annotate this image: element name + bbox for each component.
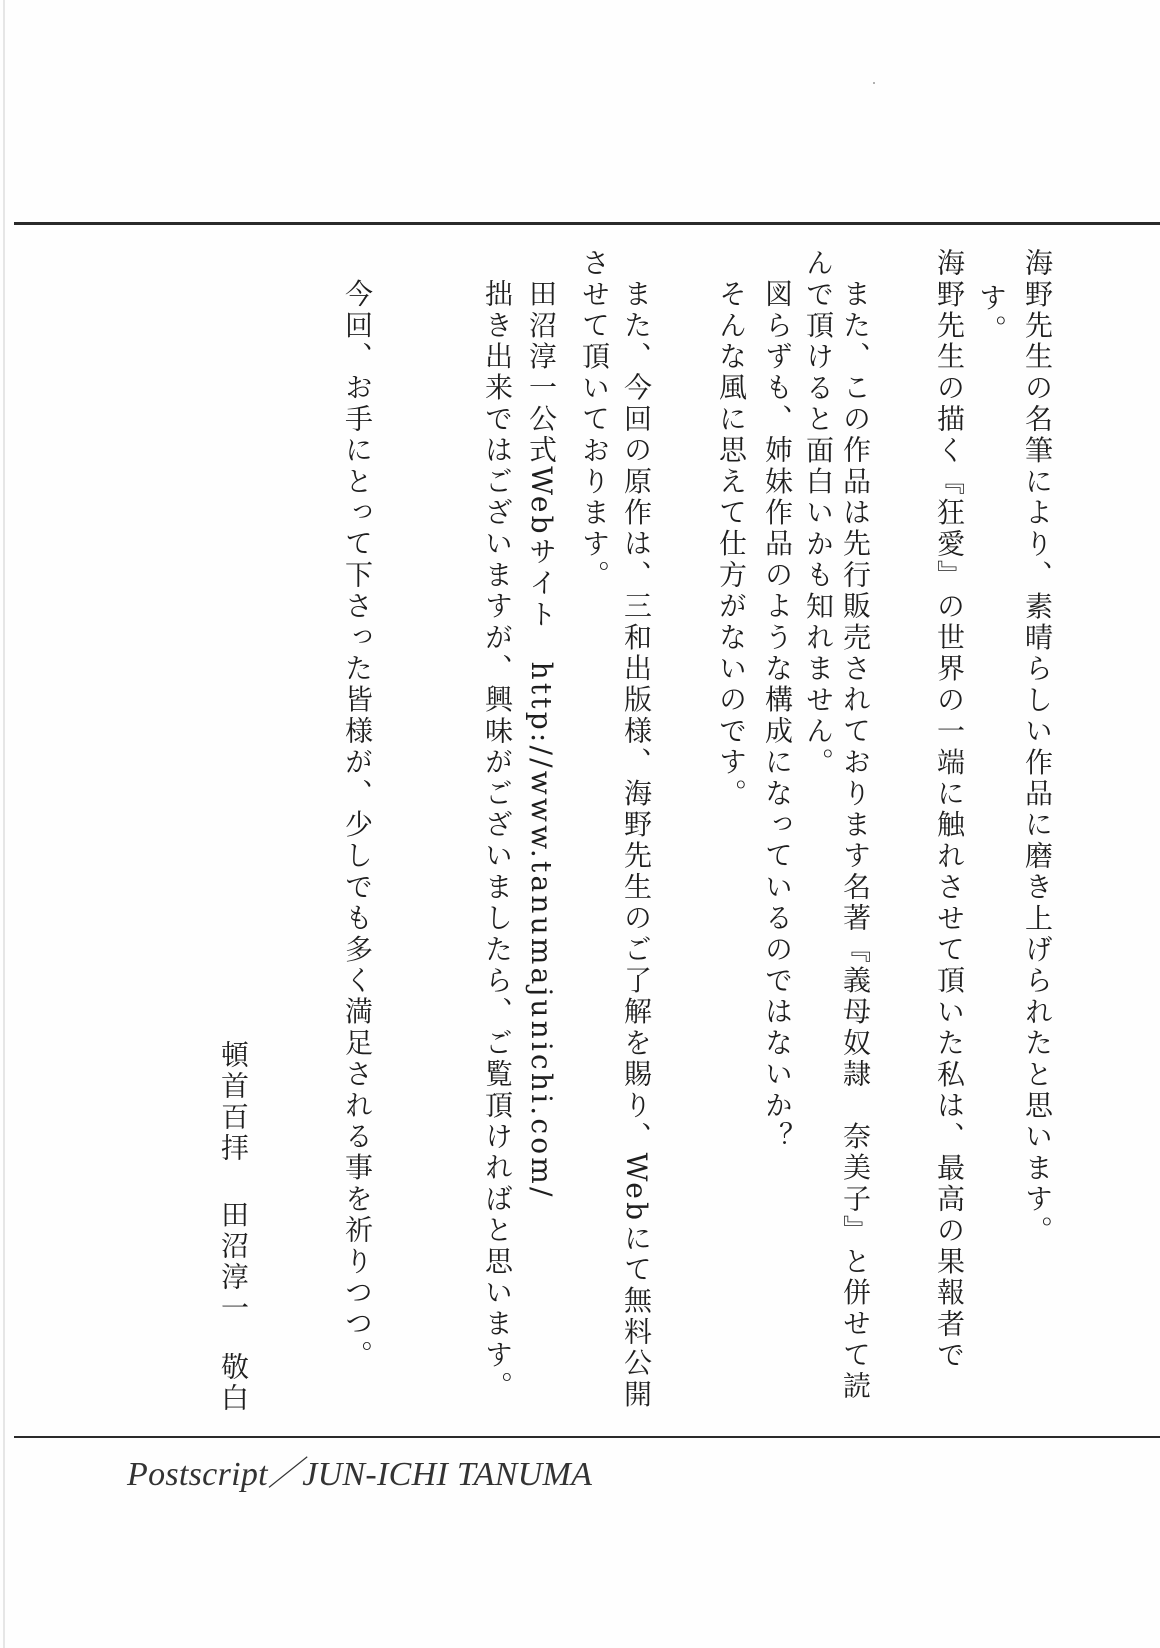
text-column-2: 海野先生の描く『狂愛』の世界の一端に触れさせて頂いた私は、最高の果報者で	[933, 248, 966, 1372]
text-column-3: す。	[975, 283, 1008, 346]
text-column-8: また、今回の原作は、三和出版様、海野先生のご了解を賜り、Webにて無料公開	[620, 279, 653, 1411]
text-column-12: 今回、お手にとって下さった皆様が、少しでも多く満足される事を祈りつつ。	[341, 279, 374, 1371]
text-column-4: また、この作品は先行販売されております名著『義母奴隷 奈美子』と併せて読	[839, 279, 872, 1403]
page-edge	[3, 0, 5, 1648]
text-column-1: 海野先生の名筆により、素晴らしい作品に磨き上げられたと思います。	[1021, 248, 1054, 1247]
top-rule	[14, 222, 1160, 225]
text-column-5: んで頂けると面白いかも知れません。	[802, 248, 835, 779]
text-column-6: 図らずも、姉妹作品のような構成になっているのではないか？	[761, 279, 794, 1153]
postscript-credit: Postscript／JUN-ICHI TANUMA	[127, 1456, 593, 1493]
speck	[873, 82, 875, 84]
text-column-11: 拙き出来ではございますが、興味がございましたら、ご覧頂ければと思います。	[481, 279, 514, 1403]
closing-author: 田沼淳一	[217, 1200, 250, 1324]
closing-sign: 敬白	[217, 1352, 250, 1414]
bottom-rule	[14, 1436, 1160, 1438]
text-column-7: そんな風に思えて仕方がないのです。	[715, 279, 748, 810]
text-column-9: させて頂いております。	[578, 248, 611, 592]
closing-phrase: 頓首百拝	[217, 1040, 250, 1164]
text-column-10: 田沼淳一公式Webサイト http://www.tanumajunichi.com/	[525, 279, 558, 1200]
